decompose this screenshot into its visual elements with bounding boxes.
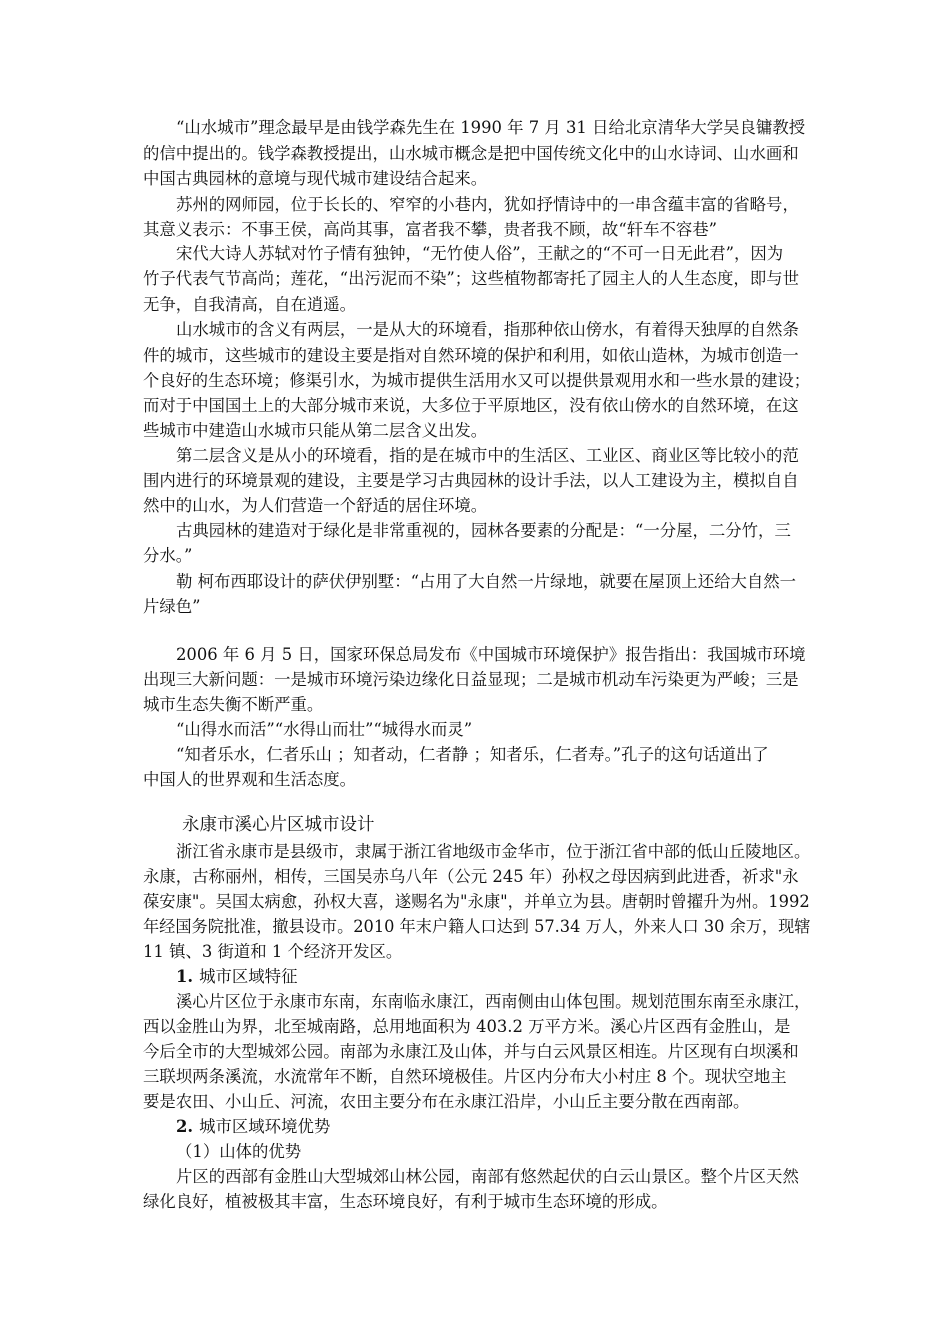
- paragraph-line: 古典园林的建造对于绿化是非常重视的，园林各要素的分配是：“一分屋，二分竹，三: [176, 521, 791, 540]
- paragraph-line: 中国古典园林的意境与现代城市建设结合起来。: [143, 169, 488, 188]
- paragraph-line: 然中的山水，为人们营造一个舒适的居住环境。: [143, 496, 488, 515]
- paragraph-line: 个良好的生态环境；修渠引水，为城市提供生活用水又可以提供景观用水和一些水景的建设；: [143, 371, 811, 390]
- paragraph-line: 溪心片区位于永康市东南，东南临永康江，西南侧由山体包围。规划范围东南至永康江，: [176, 992, 811, 1011]
- paragraph-line: 片绿色”: [143, 597, 201, 616]
- paragraph-line: 宋代大诗人苏轼对竹子情有独钟，“无竹使人俗”，王献之的“不可一日无此君”，因为: [176, 244, 784, 263]
- paragraph-line: 西以金胜山为界，北至城南路，总用地面积为 403.2 万平方米。溪心片区西有金胜山，是: [143, 1017, 791, 1036]
- paragraph-line: “知者乐水，仁者乐山 ；知者动，仁者静 ；知者乐，仁者寿。”孔子的这句话道出了: [176, 745, 769, 764]
- numbered-heading: [176, 967, 297, 991]
- section-number: 1.: [176, 967, 194, 986]
- paragraph-line: 城市生态失衡不断严重。: [143, 695, 324, 714]
- paragraph-line: 要是农田、小山丘、河流，农田主要分布在永康江沿岸，小山丘主要分散在西南部。: [143, 1092, 750, 1111]
- paragraph-line: 而对于中国国土上的大部分城市来说，大多位于平原地区，没有依山傍水的自然环境，在这: [143, 396, 799, 415]
- paragraph-line: 其意义表示：不事王侯，高尚其事，富者我不攀，贵者我不顾，故“轩车不容巷”: [143, 220, 718, 239]
- paragraph-line: 山水城市的含义有两层，一是从大的环境看，指那种依山傍水，有着得天独厚的自然条: [176, 320, 799, 339]
- paragraph-line: 三联坝两条溪流，水流常年不断，自然环境极佳。片区内分布大小村庄 8 个。现状空地主: [143, 1067, 787, 1086]
- paragraph-line: 11 镇、3 街道和 1 个经济开发区。: [143, 942, 403, 961]
- paragraph-line: 2006 年 6 月 5 日，国家环保总局发布《中国城市环境保护》报告指出：我国城市环境: [176, 645, 806, 664]
- paragraph-line: 围内进行的环境景观的建设，主要是学习古典园林的设计手法，以人工建设为主，模拟自自: [143, 471, 799, 490]
- paragraph-line: 分水。”: [143, 546, 193, 565]
- paragraph-line: 苏州的网师园，位于长长的、窄窄的小巷内，犹如抒情诗中的一串含蕴丰富的省略号，: [176, 195, 799, 214]
- paragraph-line: 竹子代表气节高尚；莲花，“出污泥而不染”；这些植物都寄托了园主人的人生态度，即与世: [143, 269, 799, 288]
- paragraph-line: 中国人的世界观和生活态度。: [143, 770, 357, 789]
- paragraph-line: 葆安康"。吴国太病愈，孙权大喜，遂赐名为"永康"，并单立为县。唐朝时曾擢升为州。1992: [143, 892, 810, 911]
- paragraph-line: 年经国务院批准，撤县设市。2010 年末户籍人口达到 57.34 万人，外来人口 30 余万，现辖: [143, 917, 811, 936]
- paragraph-line: 第二层含义是从小的环境看，指的是在城市中的生活区、工业区、商业区等比较小的范: [176, 446, 799, 465]
- paragraph-line: 片区的西部有金胜山大型城郊山林公园，南部有悠然起伏的白云山景区。整个片区天然: [176, 1167, 799, 1186]
- paragraph-line: 今后全市的大型城郊公园。南部为永康江及山体，并与白云风景区相连。片区现有白坝溪和: [143, 1042, 799, 1061]
- numbered-heading: [176, 1117, 330, 1141]
- paragraph-line: 永康，古称丽州，相传，三国吴赤乌八年（公元 245 年）孙权之母因病到此进香，祈求"永: [143, 867, 799, 886]
- paragraph-line: 勒 柯布西耶设计的萨伏伊别墅：“占用了大自然一片绿地，就要在屋顶上还给大自然一: [176, 572, 797, 591]
- section-heading: 永康市溪心片区城市设计: [182, 815, 375, 835]
- paragraph-line: 的信中提出的。钱学森教授提出，山水城市概念是把中国传统文化中的山水诗词、山水画和: [143, 144, 799, 163]
- subsection-heading: （1）山体的优势: [176, 1142, 302, 1161]
- paragraph-line: “山水城市”理念最早是由钱学森先生在 1990 年 7 月 31 日给北京清华大学吴良镛教授: [176, 118, 806, 137]
- paragraph-line: 些城市中建造山水城市只能从第二层含义出发。: [143, 421, 488, 440]
- paragraph-line: 出现三大新问题：一是城市环境污染边缘化日益显现；二是城市机动车污染更为严峻；三是: [143, 670, 799, 689]
- paragraph-line: 无争，自我清高，自在逍遥。: [143, 295, 357, 314]
- paragraph-line: 浙江省永康市是县级市，隶属于浙江省地级市金华市，位于浙江省中部的低山丘陵地区。: [176, 842, 811, 861]
- section-title: 城市区域特征: [199, 967, 298, 986]
- section-number: 2.: [176, 1117, 194, 1136]
- section-title: 城市区域环境优势: [199, 1117, 331, 1136]
- paragraph-line: 件的城市，这些城市的建设主要是指对自然环境的保护和利用，如依山造林，为城市创造一: [143, 346, 799, 365]
- paragraph-line: 绿化良好，植被极其丰富，生态环境良好，有利于城市生态环境的形成。: [143, 1192, 668, 1211]
- paragraph-line: “山得水而活”“水得山而壮”“城得水而灵”: [176, 720, 473, 739]
